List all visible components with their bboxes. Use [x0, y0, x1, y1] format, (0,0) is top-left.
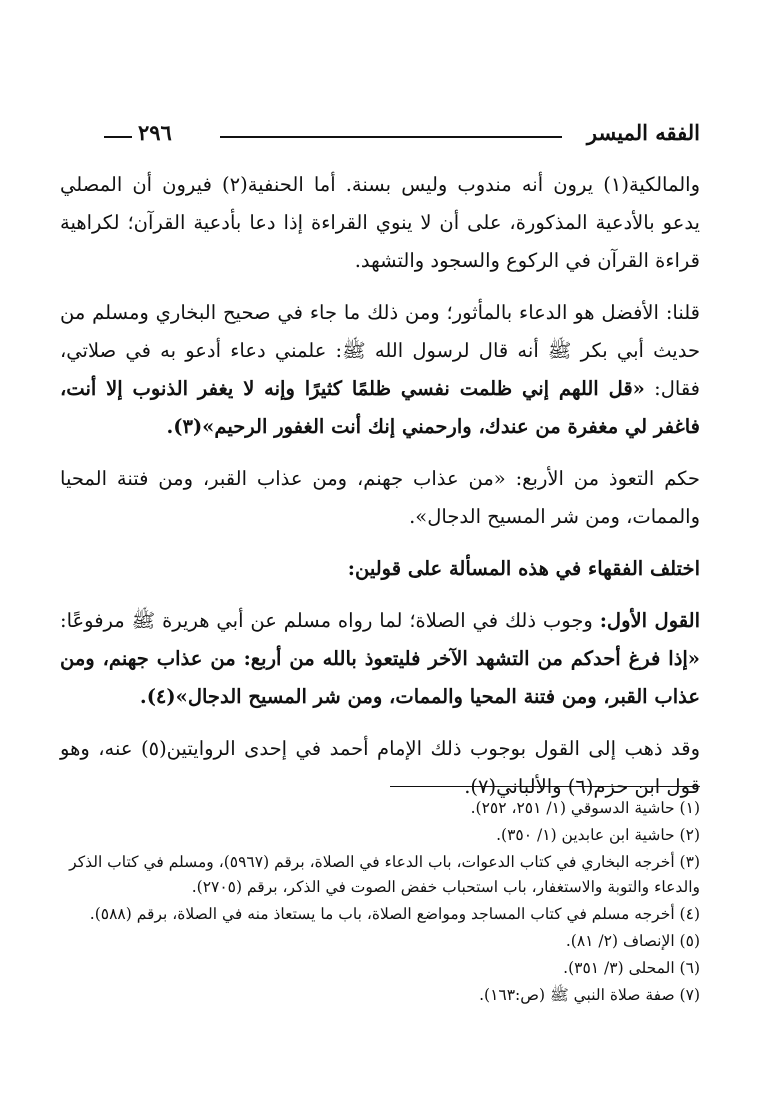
- first-opinion-label: القول الأول:: [599, 609, 700, 632]
- main-text: [60, 166, 700, 820]
- footnote-divider: [390, 786, 700, 787]
- running-title: الفقه الميسر: [586, 120, 700, 145]
- header-rule: [220, 136, 562, 138]
- footnote-6: (٦) المحلى (٣/ ٣٥١).: [563, 959, 700, 977]
- footnote-1: (١) حاشية الدسوقي (١/ ٢٥١، ٢٥٢).: [470, 799, 700, 817]
- footnote-2: (٢) حاشية ابن عابدين (١/ ٣٥٠).: [496, 826, 700, 844]
- paragraph-scholars: وقد ذهب إلى القول بوجوب ذلك الإمام أحمد في إحدى الروايتين(٥) عنه، وهو قول ابن حزم(٦) والألباني(٧).: [60, 737, 701, 798]
- hadith-quote-abu-bakr: «قل اللهم إني ظلمت نفسي ظلمًا كثيرًا وإنه لا يغفر الذنوب إلا أنت، فاغفر لي مغفرة من عندك، وارحمني إنك أنت الغفور الرحيم»(٣).: [60, 377, 700, 438]
- page-number: ٢٩٦: [138, 120, 172, 145]
- paragraph-four-refuges: حكم التعوذ من الأربع: «من عذاب جهنم، ومن عذاب القبر، ومن فتنة المحيا والممات، ومن شر المسيح الدجال».: [60, 467, 700, 528]
- first-opinion-intro: وجوب ذلك في الصلاة؛ لما رواه مسلم عن أبي هريرة ﷺ مرفوعًا:: [60, 609, 593, 632]
- header-rule-tail: [104, 136, 132, 138]
- footnote-4: (٤) أخرجه مسلم في كتاب المساجد ومواضع الصلاة، باب ما يستعاذ منه في الصلاة، برقم (٥٨٨).: [89, 905, 700, 923]
- paragraph-first-opinion: [60, 602, 700, 716]
- page-header: [104, 120, 700, 150]
- footnote-5: (٥) الإنصاف (٢/ ٨١).: [565, 932, 700, 950]
- paragraph-preferred-dua-intro: قلنا: الأفضل هو الدعاء بالمأثور؛ ومن ذلك ما جاء في صحيح البخاري ومسلم من حديث أبي بكر ﷺ أنه قال لرسول الله ﷺ: علمني دعاء أدعو به في صلاتي، فقال:: [60, 301, 701, 400]
- paragraph-maliki-hanafi: والمالكية(١) يرون أنه مندوب وليس بسنة. أما الحنفية(٢) فيرون أن المصلي يدعو بالأدعية المذكورة، على أن لا ينوي القراءة إذا دعا بأدعية القرآن؛ لكراهية قراءة القرآن في الركوع والسجود والتشهد.: [60, 173, 701, 272]
- section-heading: اختلف الفقهاء في هذه المسألة على قولين:: [347, 557, 700, 580]
- footnote-7: (٧) صفة صلاة النبي ﷺ (ص:١٦٣).: [479, 986, 700, 1004]
- hadith-quote-abu-hurayra: «إذا فرغ أحدكم من التشهد الآخر فليتعوذ بالله من أربع: من عذاب جهنم، ومن عذاب القبر، ومن فتنة المحيا والممات، ومن شر المسيح الدجال»(٤).: [60, 647, 700, 708]
- paragraph-preferred-dua: [60, 294, 700, 446]
- footnotes: [60, 794, 700, 1010]
- footnote-3: (٣) أخرجه البخاري في كتاب الدعوات، باب الدعاء في الصلاة، برقم (٥٩٦٧)، ومسلم في كتاب الذكر والدعاء والتوبة والاستغفار، باب استحباب خفض الصوت في الذكر، برقم (٢٧٠٥).: [69, 853, 700, 896]
